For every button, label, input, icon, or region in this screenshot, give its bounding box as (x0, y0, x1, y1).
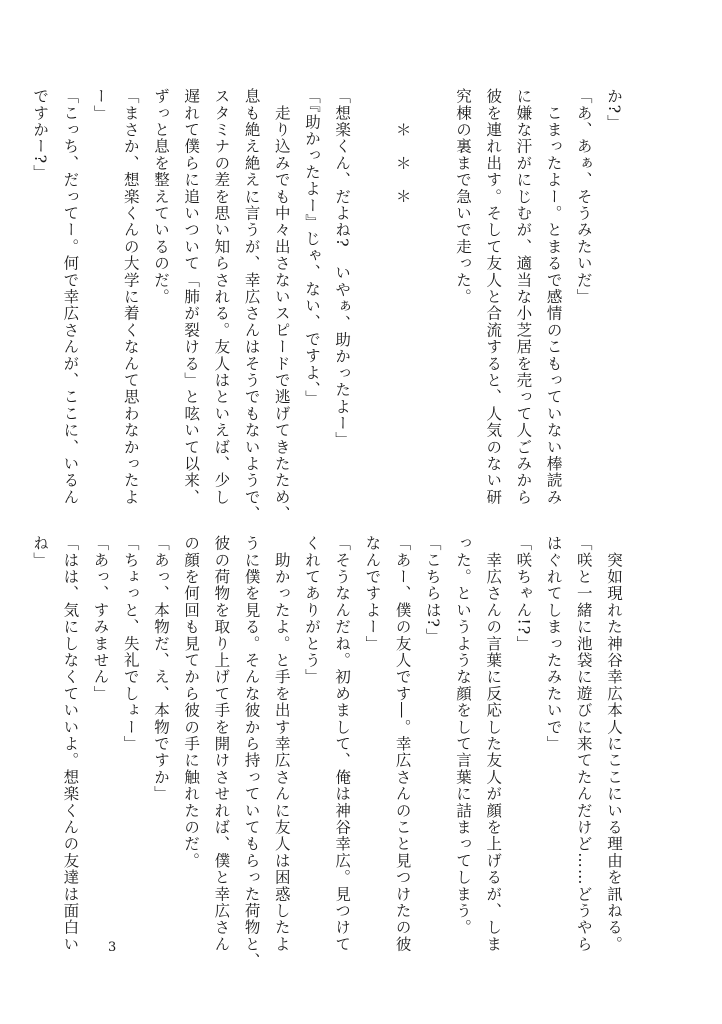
text-column: スタミナの差を思い知らされる。友人はといえば、少し (212, 88, 231, 506)
text-column: ずっと息を整えているのだ。 (151, 88, 170, 306)
text-column (357, 88, 387, 508)
text-column: 「あっ、本物だ、え、本物ですか」 (151, 535, 170, 803)
text-column: 「まさか、想楽くんの大学に着くなんて思わなかったよ (121, 88, 140, 506)
text-column: 幸広さんの言葉に反応した友人が顔を上げるが、しま (484, 535, 503, 953)
text-column: か?」 (605, 88, 623, 131)
text-column: くれてありがとう」 (302, 535, 321, 686)
text-column: ＊ ＊ ＊ (393, 88, 412, 205)
text-column: 「そうなんだね。初めまして、俺は神谷幸広。見つけて (333, 535, 352, 953)
text-column: 究棟の裏まで急いで走った。 (453, 88, 472, 306)
text-column: 助かったよ。と手を出す幸広さんに友人は困惑したよ (272, 535, 291, 953)
text-column: なんですよー」 (363, 535, 382, 652)
text-column: 「こっち、だってー。何で幸広さんが、ここに、いるん (61, 88, 80, 506)
page-number: 3 (108, 940, 117, 955)
text-column: 走り込みでも中々出さないスピードで逃げてきたため、 (272, 88, 291, 523)
text-column: こまったよー。とまるで感情のこもっていない棒読み (544, 88, 563, 506)
text-column (418, 88, 448, 508)
text-column: 「はは、気にしなくていいよ。想楽くんの友達は面白い (61, 535, 80, 953)
text-column: 「咲と一緒に池袋に遊びに来てたんだけど……どうやら (574, 535, 593, 953)
text-column: 「こちらは?」 (423, 535, 442, 645)
text-column: 突如現れた神谷幸広本人にここにいる理由を訊ねる。 (605, 535, 623, 953)
lower-text-block (31, 535, 629, 970)
text-column: 彼を連れ出す。そして友人と合流すると、人気のない研 (484, 88, 503, 506)
text-column: はぐれてしまったみたいで」 (544, 535, 563, 753)
text-column: に嫌な汗がにじむが、適当な小芝居を売って人ごみから (514, 88, 533, 506)
text-column: 「『助かったよー』じゃ、ない、ですよ、」 (302, 88, 321, 407)
text-column: 「あー、僕の友人です―。幸広さんのこと見つけたの彼 (393, 535, 412, 953)
text-column: ですかー?」 (31, 88, 50, 182)
upper-text-block (31, 88, 629, 523)
text-column: 息も絶え絶えに言うが、幸広さんはそうでもないようで、 (242, 88, 261, 523)
text-column: 「ちょっと、失礼でしょー」 (121, 535, 140, 753)
text-column: 彼の荷物を取り上げて手を開けさせれば、僕と幸広さん (212, 535, 231, 953)
text-column: 「想楽くん、だよね? いやぁ、助かったよー」 (333, 88, 352, 449)
text-column: うに僕を見る。そんな彼から持っていてもらった荷物と、 (242, 535, 261, 970)
text-column: 遅れて僕らに追いついて「肺が裂ける」と呟いて以来、 (182, 88, 201, 506)
text-column: 「咲ちゃん!?」 (514, 535, 533, 653)
text-column: った。というような顔をして言葉に詰まってしまう。 (453, 535, 472, 936)
text-column: ね」 (31, 535, 50, 569)
text-column: 「あ、あぁ、そうみたいだ」 (574, 88, 593, 306)
text-column: 「あっ、すみません」 (91, 535, 110, 702)
text-column: ー」 (91, 88, 110, 122)
text-column: の顔を何回も見てから彼の手に触れたのだ。 (182, 535, 201, 869)
